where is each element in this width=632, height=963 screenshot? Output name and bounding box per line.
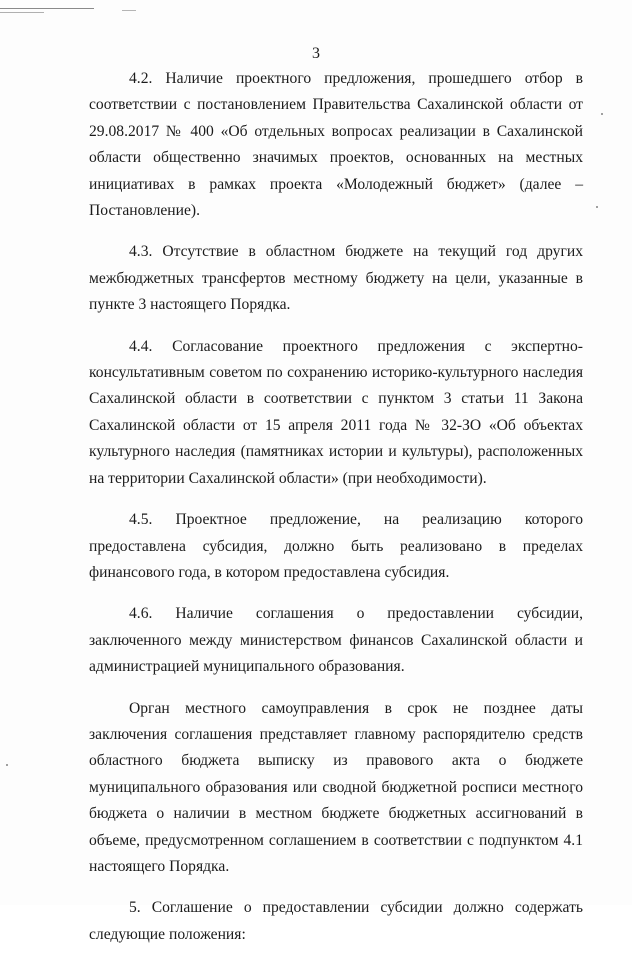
paragraph-4-3: 4.3. Отсутствие в областном бюджете на текущий год других межбюджетных трансфертов местному бюджету на цели, указанные в пункте 3 настоящего Порядка. bbox=[89, 243, 583, 314]
scan-artifact-line bbox=[0, 12, 44, 13]
scan-artifact-dot bbox=[6, 764, 8, 766]
document-body bbox=[89, 66, 583, 963]
paragraph-4-5: 4.5. Проектное предложение, на реализацию которого предоставлена субсидия, должно быть реализовано в пределах финансового года, в котором предоставлена субсидия. bbox=[89, 511, 583, 581]
paragraph-4-2: 4.2. Наличие проектного предложения, прошедшего отбор в соответствии с постановлением Правительства Сахалинской области от 29.08.2017 № 400 «Об отдельных вопросах реализации в Сахалинской области общественно значимых проектов, основанных на местных инициативах в рамках проекта «Молодежный бюджет» (далее – Постановление). bbox=[89, 70, 583, 220]
scan-artifact-line bbox=[0, 8, 94, 9]
paragraph-4-6: 4.6. Наличие соглашения о предоставлении субсидии, заключенного между министерством финансов Сахалинской области и администрацией муниципального образования. bbox=[89, 605, 583, 676]
paragraph-5: 5. Соглашение о предоставлении субсидии должно содержать следующие положения: bbox=[89, 899, 583, 943]
paragraph-4-4: 4.4. Согласование проектного предложения с экспертно-консультативным советом по сохранению историко-культурного наследия Сахалинской области в соответствии с пунктом 3 статьи 11 Закона Сахалинской области от 15 апреля 2011 года № 32-ЗО «Об объектах культурного наследия (памятниках истории и культуры), расположенных на территории Сахалинской области» (при необходимости). bbox=[89, 337, 583, 487]
scan-artifact-dot bbox=[596, 206, 598, 208]
page-number: 3 bbox=[312, 45, 320, 62]
scan-artifact-dot bbox=[601, 113, 603, 115]
scan-artifact-dot bbox=[122, 10, 136, 11]
paragraph-organ-mestnogo-samoupravleniya: Орган местного самоуправления в срок не позднее даты заключения соглашения представляет главному распорядителю средств областного бюджета выписку из правового акта о бюджете муниципального образования или сводной бюджетной росписи местного бюджета о наличии в местном бюджете бюджетных ассигнований в объеме, предусмотренном соглашением в соответствии с подпунктом 4.1 настоящего Порядка. bbox=[89, 699, 583, 875]
